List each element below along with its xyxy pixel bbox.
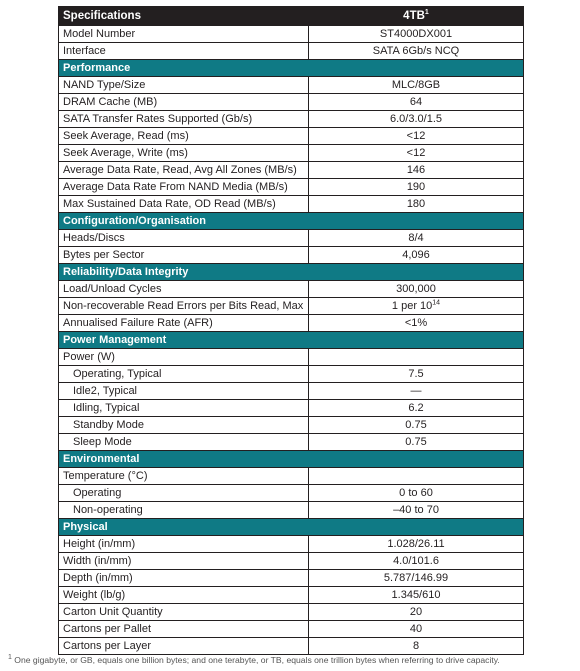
table-row [59,417,524,434]
spec-value [309,468,524,485]
spec-label: Operating [59,485,309,502]
spec-value-text: SATA 6Gb/s NCQ [372,44,460,57]
spec-value-text: –40 to 70 [393,503,439,516]
spec-label: Average Data Rate From NAND Media (MB/s) [59,179,309,196]
specifications-table [58,6,524,655]
header-value [309,7,524,26]
spec-value [309,196,524,213]
spec-value-text: 8/4 [408,231,424,244]
spec-value [309,502,524,519]
spec-value [309,281,524,298]
spec-value [309,162,524,179]
spec-value [309,587,524,604]
footnote-mark: 1 [8,654,12,662]
spec-value-text: 20 [409,605,423,618]
spec-value-text: 0 to 60 [399,486,433,499]
table-row [59,434,524,451]
spec-value [309,366,524,383]
spec-value [309,621,524,638]
header-label: Specifications [59,7,309,26]
spec-value-text: 300,000 [396,282,436,295]
table-row [59,502,524,519]
spec-label: Cartons per Layer [59,638,309,655]
section-title: Performance [59,60,524,77]
spec-label: DRAM Cache (MB) [59,94,309,111]
table-row [59,26,524,43]
table-row [59,111,524,128]
spec-label: Average Data Rate, Read, Avg All Zones (MB/s) [59,162,309,179]
table-row [59,281,524,298]
header-capacity: 4TB [403,9,425,22]
spec-value-text: 4.0/101.6 [393,554,439,567]
spec-value-text: 190 [406,180,426,193]
spec-value [309,43,524,60]
section-title: Configuration/Organisation [59,213,524,230]
spec-value [309,570,524,587]
table-row [59,638,524,655]
spec-value-text: 0.75 [405,418,427,431]
table-row [59,570,524,587]
spec-value [309,315,524,332]
section-title: Environmental [59,451,524,468]
table-header-row [59,7,524,26]
spec-value [309,230,524,247]
table-row [59,179,524,196]
section-title: Power Management [59,332,524,349]
spec-label: Power (W) [59,349,309,366]
spec-label: Idling, Typical [59,400,309,417]
spec-value-text: 0.75 [405,435,427,448]
spec-value-text: ST4000DX001 [379,27,453,40]
spec-label: Heads/Discs [59,230,309,247]
spec-value [309,383,524,400]
spec-label: Operating, Typical [59,366,309,383]
section-title: Physical [59,519,524,536]
spec-value-text: MLC/8GB [391,78,441,91]
table-row [59,400,524,417]
spec-label: Load/Unload Cycles [59,281,309,298]
spec-value [309,400,524,417]
table-row [59,468,524,485]
footnote [8,655,500,665]
spec-value [309,553,524,570]
spec-label: Depth (in/mm) [59,570,309,587]
section-header-row [59,213,524,230]
spec-label: Seek Average, Write (ms) [59,145,309,162]
spec-value-text: 5.787/146.99 [383,571,449,584]
spec-label: Interface [59,43,309,60]
spec-label: Non-recoverable Read Errors per Bits Read, Max [59,298,309,315]
spec-label: Idle2, Typical [59,383,309,400]
table-row [59,536,524,553]
spec-value-text: 180 [406,197,426,210]
spec-value-text: — [410,384,422,397]
spec-label: Standby Mode [59,417,309,434]
spec-label: Bytes per Sector [59,247,309,264]
spec-value-text: <1% [404,316,428,329]
spec-value-text: 1.028/26.11 [387,537,445,550]
spec-label: Weight (lb/g) [59,587,309,604]
table-row [59,230,524,247]
spec-value [309,349,524,366]
section-header-row [59,451,524,468]
spec-value-text: 7.5 [408,367,424,380]
table-row [59,366,524,383]
spec-value-text: 1 per 10 [391,299,433,312]
spec-value-text: <12 [406,129,426,142]
spec-value-text: 8 [412,639,420,652]
table-row [59,94,524,111]
table-row [59,77,524,94]
table-row [59,298,524,315]
spec-value-text: 64 [409,95,423,108]
spec-value [309,111,524,128]
spec-label: Seek Average, Read (ms) [59,128,309,145]
spec-value-text: 4,096 [402,248,430,261]
spec-value [309,77,524,94]
header-footnote-mark: 1 [424,8,429,16]
table-row [59,553,524,570]
table-row [59,349,524,366]
spec-label: Temperature (°C) [59,468,309,485]
spec-value-text: 146 [406,163,426,176]
spec-label: Max Sustained Data Rate, OD Read (MB/s) [59,196,309,213]
spec-value [309,145,524,162]
table-row [59,485,524,502]
table-row [59,604,524,621]
table-row [59,315,524,332]
section-header-row [59,264,524,281]
table-row [59,196,524,213]
section-header-row [59,60,524,77]
spec-value [309,298,524,315]
spec-value-text: <12 [406,146,426,159]
spec-value [309,417,524,434]
spec-value [309,536,524,553]
table-row [59,587,524,604]
spec-label: Non-operating [59,502,309,519]
spec-value-text: 6.2 [408,401,424,414]
spec-value [309,179,524,196]
table-row [59,383,524,400]
spec-value [309,485,524,502]
section-header-row [59,519,524,536]
spec-value [309,247,524,264]
spec-value [309,434,524,451]
spec-value [309,128,524,145]
spec-value [309,604,524,621]
spec-label: Width (in/mm) [59,553,309,570]
specifications-body [59,7,524,655]
section-header-row [59,332,524,349]
footnote-text: One gigabyte, or GB, equals one billion bytes; and one terabyte, or TB, equals one trillion bytes when referring to drive capacity. [14,655,500,665]
spec-label: Annualised Failure Rate (AFR) [59,315,309,332]
table-row [59,145,524,162]
table-row [59,128,524,145]
table-row [59,621,524,638]
table-row [59,162,524,179]
spec-label: Sleep Mode [59,434,309,451]
spec-label: Model Number [59,26,309,43]
table-row [59,43,524,60]
spec-value-text: 40 [409,622,423,635]
spec-value-text: 6.0/3.0/1.5 [390,112,442,125]
spec-label: Cartons per Pallet [59,621,309,638]
spec-value [309,26,524,43]
spec-value [309,94,524,111]
spec-value [309,638,524,655]
spec-value-text: 1.345/610 [391,588,441,601]
spec-label: SATA Transfer Rates Supported (Gb/s) [59,111,309,128]
table-row [59,247,524,264]
spec-value-exponent: 14 [432,298,441,306]
spec-label: Carton Unit Quantity [59,604,309,621]
section-title: Reliability/Data Integrity [59,264,524,281]
spec-label: Height (in/mm) [59,536,309,553]
spec-label: NAND Type/Size [59,77,309,94]
